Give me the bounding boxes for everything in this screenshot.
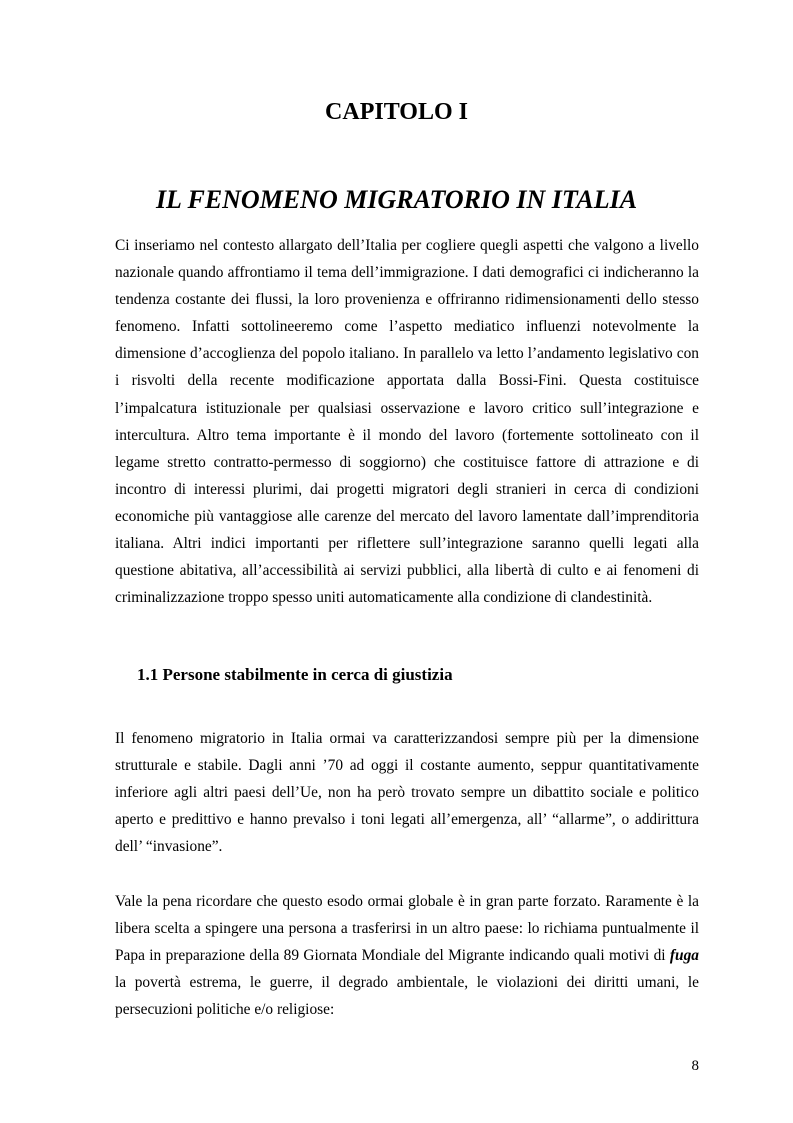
page-number: 8	[691, 1058, 699, 1074]
emphasis-fuga: fuga	[669, 947, 699, 965]
chapter-label: CAPITOLO I	[325, 99, 468, 125]
paragraph-2-text-after: la povertà estrema, le guerre, il degrado ambientale, le violazioni dei diritti umani, le persecuzioni politiche e/o religiose:	[115, 974, 699, 1019]
intro-paragraph: Ci inseriamo nel contesto allargato dell’Italia per cogliere quegli aspetti che valgono a livello nazionale quando affrontiamo il tema dell’immigrazione. I dati demografici ci indicheranno la tendenza costante dei flussi, la loro provenienza e offriranno ridimensionamenti dello stesso fenomeno. Infatti sottolineeremo come l’aspetto mediatico influenzi notevolmente la dimensione d’accoglienza del popolo italiano. In parallelo va letto l’andamento legislativo con i risvolti della recente modificazione apportata dalla Bossi-Fini. Questa costituisce l’impalcatura istituzionale per qualsiasi osservazione e lavoro critico sull’integrazione e intercultura. Altro tema importante è il mondo del lavoro (fortemente sottolineato con il legame stretto contratto-permesso di soggiorno) che costituisce fattore di attrazione e di incontro di interessi plurimi, dai progetti migratori degli stranieri in cerca di condizioni economiche più vantaggiose alle carenze del mercato del lavoro lamentate dall’imprenditoria italiana. Altri indici importanti per riflettere sull’integrazione saranno quelli legati alla questione abitativa, all’accessibilità ai servizi pubblici, alla libertà di culto e ai fenomeni di criminalizzazione troppo spesso uniti automaticamente alla condizione di clandestinità.	[115, 237, 699, 607]
section-heading: 1.1 Persone stabilmente in cerca di giustizia	[137, 665, 453, 684]
chapter-title: IL FENOMENO MIGRATORIO IN ITALIA	[155, 185, 638, 214]
section-paragraph-1: Il fenomeno migratorio in Italia ormai va caratterizzandosi sempre più per la dimensione strutturale e stabile. Dagli anni ’70 ad oggi il costante aumento, seppur quantitativamente inferiore agli altri paesi dell’Ue, non ha però trovato sempre un dibattito sociale e politico aperto e predittivo e hanno prevalso i toni legati all’emergenza, all’ “allarme”, o addirittura dell’ “invasione”.	[115, 730, 699, 856]
section-paragraph-2	[115, 888, 699, 1023]
paragraph-2-text-before: Vale la pena ricordare che questo esodo ormai globale è in gran parte forzato. Raramente è la libera scelta a spingere una persona a trasferirsi in un altro paese: lo richiama puntualmente il Papa in preparazione della 89 Giornata Mondiale del Migrante indicando quali motivi di	[115, 893, 699, 965]
